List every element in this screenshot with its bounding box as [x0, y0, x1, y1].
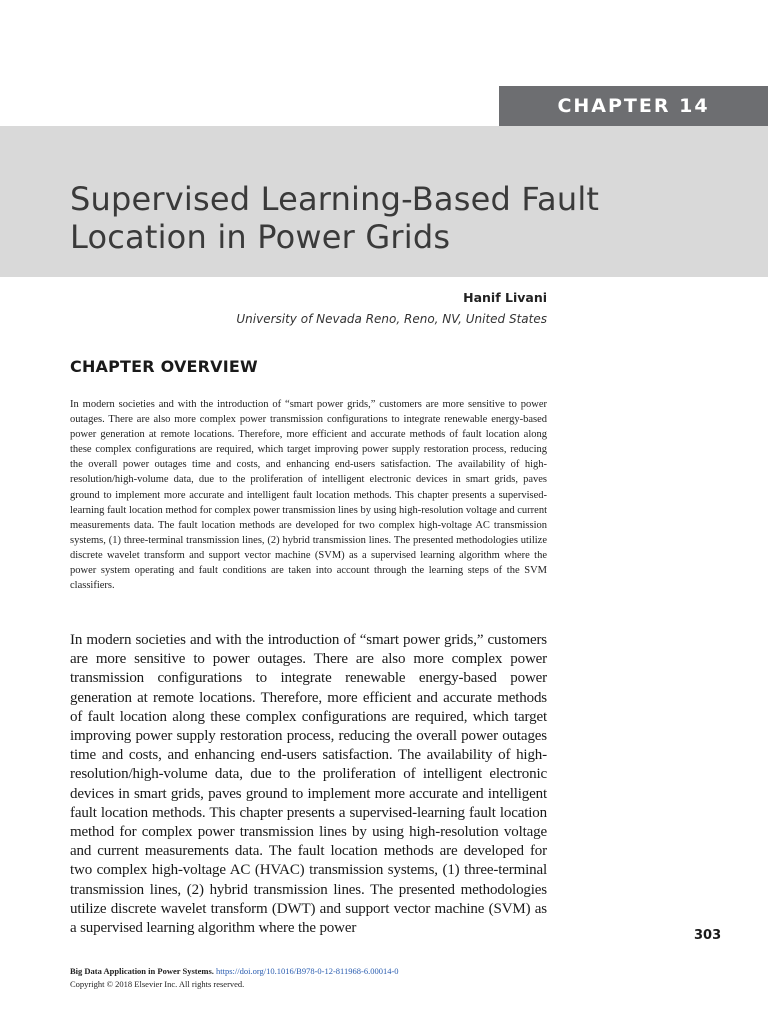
overview-heading: CHAPTER OVERVIEW [70, 357, 258, 376]
chapter-label: CHAPTER 14 [499, 86, 768, 126]
footer-citation [70, 965, 670, 978]
chapter-title: Supervised Learning-Based Fault Location in Power Grids [70, 180, 600, 256]
author-affiliation: University of Nevada Reno, Reno, NV, United States [236, 312, 547, 326]
author-name: Hanif Livani [463, 290, 547, 305]
copyright-notice: Copyright © 2018 Elsevier Inc. All rights reserved. [70, 979, 245, 989]
doi-link[interactable]: https://doi.org/10.1016/B978-0-12-811968-6.00014-0 [216, 966, 399, 976]
overview-abstract: In modern societies and with the introduction of “smart power grids,” customers are more sensitive to power outages. There are also more complex power transmission configurations to integrate renewable energy-based power generation at remote locations. Therefore, more efficient and accurate methods of fault location along these complex configurations are required, which target improving power supply restoration process, reducing the overall power outages time and costs, and enhancing end-users satisfaction. The availability of high-resolution/high-volume data, due to the proliferation of intelligent electronic devices in smart grids, paves ground to implement more accurate and intelligent fault location methods. This chapter presents a supervised-learning fault location method for complex power transmission lines by using high-resolution voltage and current measurements data. The fault location methods are developed for two complex high-voltage AC transmission systems, (1) three-terminal transmission lines, (2) hybrid transmission lines. The presented methodologies utilize discrete wavelet transform and support vector machine (SVM) as a supervised learning algorithm where the power system operating and fault conditions are taken into account through the learning steps of the SVM classifiers. [70, 399, 547, 592]
body-paragraph: In modern societies and with the introduction of “smart power grids,” customers are more sensitive to power outages. There are also more complex power transmission configurations to integrate renewable energy-based power generation at remote locations. Therefore, more efficient and accurate methods of fault location along these complex configurations are required, which target improving power supply restoration process, reducing the overall power outages time and costs, and enhancing end-users satisfaction. The availability of high-resolution/high-volume data, due to the proliferation of intelligent electronic devices in smart grids, paves ground to implement more accurate and intelligent fault location methods. This chapter presents a supervised-learning fault location method for complex power transmission lines by using high-resolution voltage and current measurements data. The fault location methods are developed for two complex high-voltage AC (HVAC) transmission systems, (1) three-terminal transmission lines, (2) hybrid transmission lines. The presented methodologies utilize discrete wavelet transform (DWT) and support vector machine (SVM) as a supervised learning algorithm where the power [70, 632, 547, 937]
book-title: Big Data Application in Power Systems. [70, 966, 214, 976]
page-number: 303 [694, 928, 722, 943]
footer [70, 965, 670, 991]
